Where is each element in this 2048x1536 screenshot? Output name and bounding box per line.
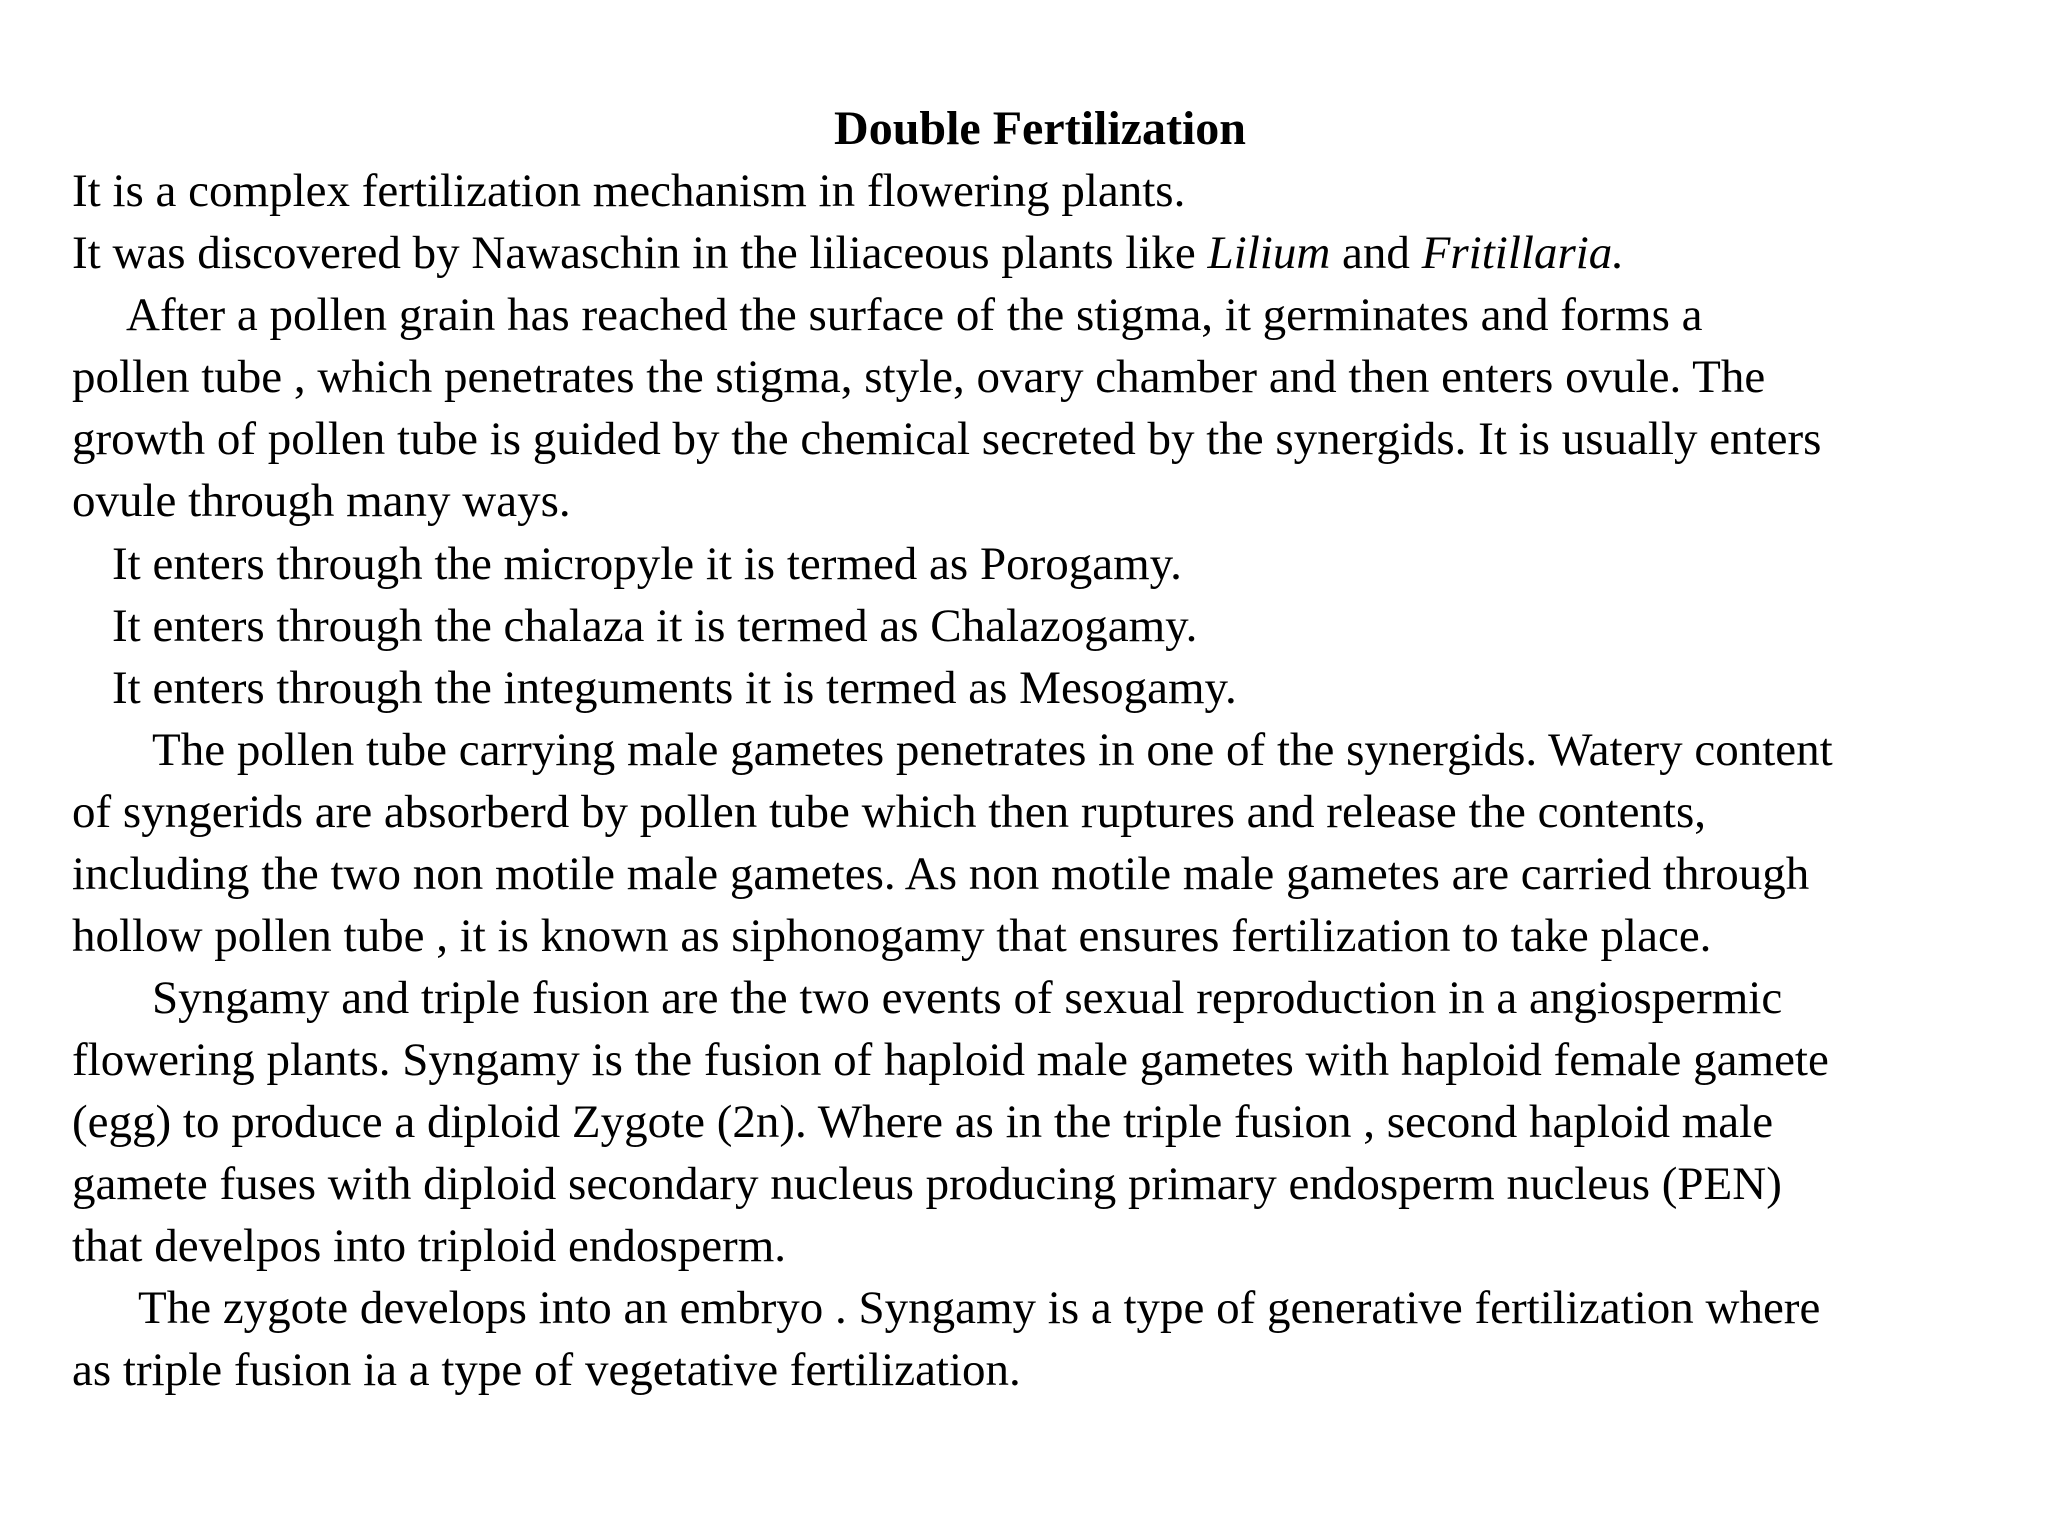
para1-line-2: pollen tube , which penetrates the stigma, style, ovary chamber and then enters ovule. The [72, 351, 1766, 403]
para2-line-3: including the two non motile male gametes. As non motile male gametes are carried through [72, 848, 1810, 900]
way-chalazogamy: It enters through the chalaza it is termed as Chalazogamy. [112, 600, 1198, 652]
para3-line-5: that develpos into triploid endosperm. [72, 1220, 787, 1272]
intro-line-1: It is a complex fertilization mechanism in flowering plants. [72, 165, 1186, 217]
para4-line-1: The zygote develops into an embryo . Syngamy is a type of generative fertilization where [138, 1282, 1821, 1334]
intro-line-2 [72, 222, 1624, 284]
para2-line-2: of syngerids are absorberd by pollen tube which then ruptures and release the contents, [72, 786, 1707, 838]
intro-line-2-and: and [1330, 227, 1422, 279]
intro-line-2-text: It was discovered by Nawaschin in the liliaceous plants like [72, 227, 1208, 279]
para3-line-4: gamete fuses with diploid secondary nucleus producing primary endosperm nucleus (PEN) [72, 1158, 1782, 1210]
para1-line-1: After a pollen grain has reached the surface of the stigma, it germinates and forms a [126, 289, 1703, 341]
fritillaria-italic: Fritillaria. [1421, 227, 1625, 279]
document-title: Double Fertilization [834, 102, 1246, 155]
para4-line-2: as triple fusion ia a type of vegetative fertilization. [72, 1344, 1021, 1396]
way-mesogamy: It enters through the integuments it is termed as Mesogamy. [112, 662, 1237, 714]
para3-line-3: (egg) to produce a diploid Zygote (2n). Where as in the triple fusion , second haploid male [72, 1096, 1774, 1148]
way-porogamy: It enters through the micropyle it is termed as Porogamy. [112, 538, 1182, 590]
para1-line-4: ovule through many ways. [72, 475, 571, 527]
para1-line-3: growth of pollen tube is guided by the chemical secreted by the synergids. It is usually enters [72, 413, 1822, 465]
para3-line-2: flowering plants. Syngamy is the fusion of haploid male gametes with haploid female gamete [72, 1034, 1829, 1086]
para2-line-4: hollow pollen tube , it is known as siphonogamy that ensures fertilization to take place. [72, 910, 1712, 962]
para3-line-1: Syngamy and triple fusion are the two events of sexual reproduction in a angiospermic [152, 972, 1783, 1024]
para2-line-1: The pollen tube carrying male gametes penetrates in one of the synergids. Watery content [152, 724, 1833, 776]
lilium-italic: Lilium [1207, 227, 1331, 279]
